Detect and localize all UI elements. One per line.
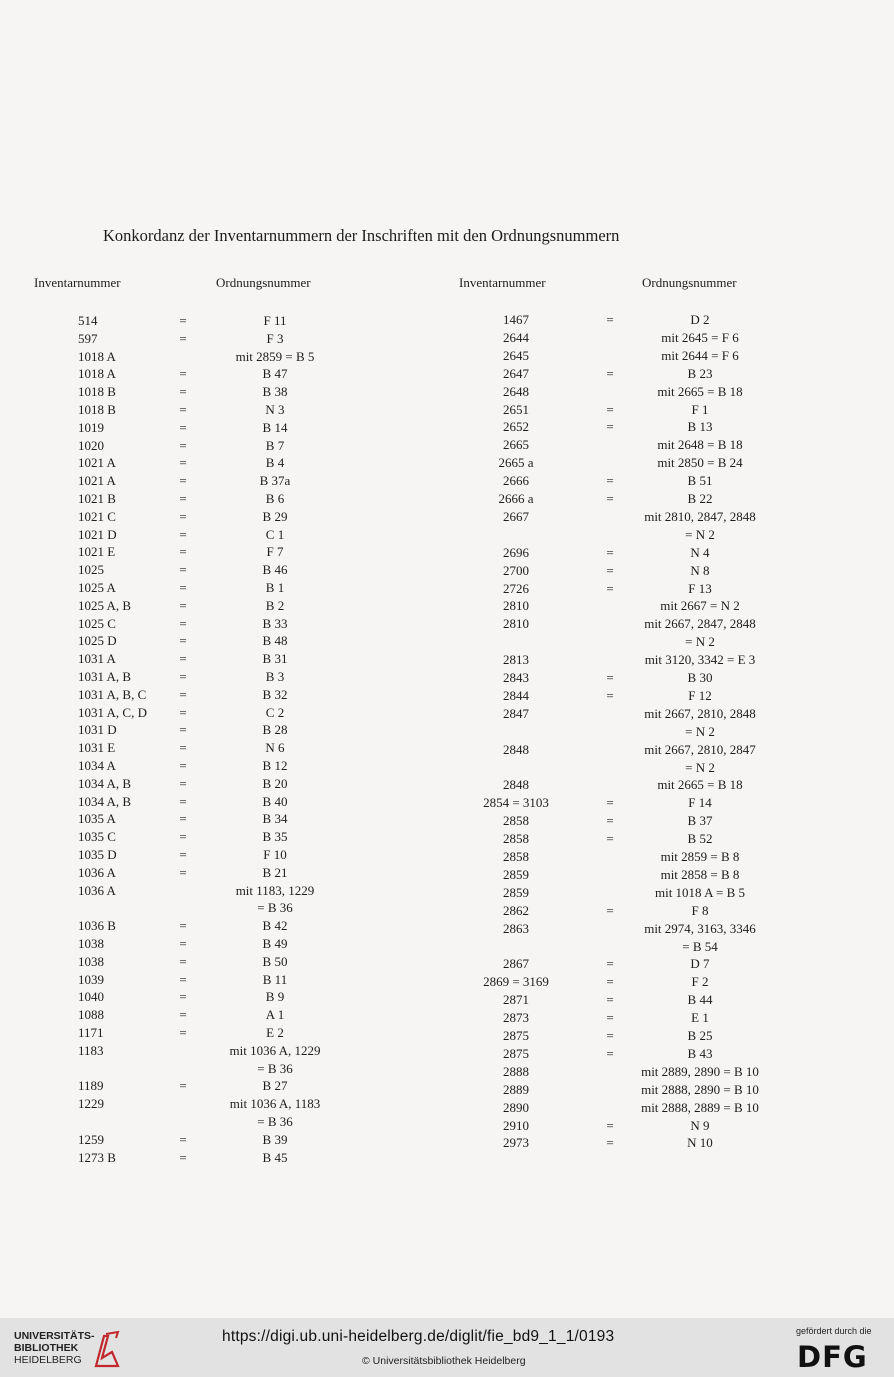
equals-sign: = xyxy=(606,1045,614,1061)
inventory-number: 2854 = 3103 xyxy=(483,795,549,811)
equals-sign: = xyxy=(179,419,187,435)
copyright-text: © Universitätsbibliothek Heidelberg xyxy=(362,1355,526,1367)
equals-sign: = xyxy=(606,687,614,703)
left-inv-header: Inventarnummer xyxy=(34,275,121,290)
order-number: mit 1018 A = B 5 xyxy=(654,884,746,900)
inventory-number: 1018 A xyxy=(78,366,116,382)
ub-logo-icon xyxy=(92,1330,122,1368)
order-number: B 6 xyxy=(265,491,285,506)
order-number: B 30 xyxy=(687,670,713,685)
equals-sign: = xyxy=(606,491,614,506)
order-number: B 47 xyxy=(262,366,288,382)
equals-sign: = xyxy=(179,562,187,578)
order-number: mit 2888, 2890 = B 10 xyxy=(641,1081,759,1097)
order-number: E 2 xyxy=(266,1025,284,1040)
equals-sign: = xyxy=(179,366,187,382)
order-number: mit 2667, 2810, 2848 xyxy=(644,705,756,721)
inventory-number: 2644 xyxy=(503,329,529,345)
equals-sign: = xyxy=(179,829,187,845)
order-number: mit 2888, 2889 = B 10 xyxy=(641,1099,759,1115)
inventory-number: 1021 E xyxy=(78,544,116,560)
inventory-number: 2859 xyxy=(503,866,529,882)
inventory-number: 1031 A, C, D xyxy=(78,704,147,720)
logo-line3: HEIDELBERG xyxy=(14,1354,82,1366)
order-number: B 45 xyxy=(262,1149,288,1165)
inventory-number: 1273 B xyxy=(78,1149,116,1165)
equals-sign: = xyxy=(179,473,187,489)
order-number: B 34 xyxy=(262,811,288,827)
inventory-number: 2696 xyxy=(503,544,529,560)
order-number: B 4 xyxy=(265,455,285,471)
equals-sign: = xyxy=(179,811,187,827)
order-number: = B 36 xyxy=(257,1114,293,1129)
equals-sign: = xyxy=(179,758,187,773)
inventory-number: 2858 xyxy=(503,849,529,864)
order-number: B 40 xyxy=(262,793,288,809)
equals-sign: = xyxy=(179,936,187,951)
order-number: mit 2850 = B 24 xyxy=(657,455,743,471)
inventory-number: 2862 xyxy=(503,902,529,918)
order-number: B 3 xyxy=(265,669,285,684)
order-number: F 10 xyxy=(263,847,287,862)
equals-sign: = xyxy=(179,704,187,720)
order-number: B 29 xyxy=(262,508,288,524)
order-number: = B 54 xyxy=(682,938,718,954)
equals-sign: = xyxy=(179,686,187,702)
inventory-number: 1036 A xyxy=(78,882,116,898)
equals-sign: = xyxy=(179,1078,187,1094)
inventory-number: 1019 xyxy=(78,419,104,435)
order-number: F 13 xyxy=(688,580,712,596)
equals-sign: = xyxy=(606,902,614,918)
inventory-number: 2648 xyxy=(503,383,529,399)
equals-sign: = xyxy=(606,831,614,847)
equals-sign: = xyxy=(179,330,187,346)
order-number: C 2 xyxy=(265,704,285,720)
equals-sign: = xyxy=(179,615,187,631)
ub-logo-text[interactable] xyxy=(14,1330,95,1366)
equals-sign: = xyxy=(179,1025,187,1040)
inventory-number: 2848 xyxy=(503,741,529,757)
inventory-number: 1020 xyxy=(78,437,104,453)
equals-sign: = xyxy=(179,1131,187,1147)
inventory-number: 1036 B xyxy=(78,918,116,934)
order-number: mit 2645 = F 6 xyxy=(661,329,739,345)
inventory-number: 2889 xyxy=(503,1081,529,1097)
inventory-number: 1035 C xyxy=(78,829,116,845)
order-number: B 20 xyxy=(262,775,288,791)
order-number: mit 2667 = N 2 xyxy=(660,598,740,614)
inventory-number: 1031 A, B, C xyxy=(78,686,147,702)
order-number: B 23 xyxy=(687,365,713,381)
order-number: B 49 xyxy=(262,936,288,951)
order-number: mit 1036 A, 1229 xyxy=(229,1042,321,1058)
inventory-number: 1018 A xyxy=(78,348,116,364)
inventory-number: 2666 a xyxy=(498,491,534,506)
order-number: D 2 xyxy=(690,312,710,327)
equals-sign: = xyxy=(179,580,187,595)
order-number: mit 2667, 2810, 2847 xyxy=(644,741,756,757)
order-number: N 4 xyxy=(690,544,710,560)
inventory-number: 2858 xyxy=(503,813,529,829)
inventory-number: 2890 xyxy=(503,1099,529,1115)
order-number: F 14 xyxy=(688,795,712,811)
equals-sign: = xyxy=(606,473,614,489)
inventory-number: 1035 D xyxy=(78,847,117,862)
left-ord-header: Ordnungsnummer xyxy=(216,275,311,290)
inventory-number: 2666 xyxy=(503,473,529,489)
equals-sign: = xyxy=(179,722,187,738)
right-inv-header: Inventarnummer xyxy=(459,275,546,290)
order-number: mit 2665 = B 18 xyxy=(657,383,743,399)
dfg-funding-note: gefördert durch die xyxy=(796,1326,872,1336)
order-number: B 11 xyxy=(262,971,288,987)
equals-sign: = xyxy=(606,419,614,435)
inventory-number: 2848 xyxy=(503,777,529,793)
equals-sign: = xyxy=(179,402,187,417)
equals-sign: = xyxy=(179,989,187,1005)
inventory-number: 2867 xyxy=(503,956,529,972)
dfg-logo[interactable]: DFG xyxy=(797,1340,868,1374)
page-title: Konkordanz der Inventarnummern der Inschriften mit den Ordnungsnummern xyxy=(103,226,620,245)
order-number: B 35 xyxy=(262,829,288,845)
logo-line2: BIBLIOTHEK xyxy=(14,1342,79,1354)
order-number: B 46 xyxy=(262,562,288,578)
order-number: F 3 xyxy=(266,330,284,346)
order-number: D 7 xyxy=(690,956,710,972)
inventory-number: 2813 xyxy=(503,652,529,668)
inventory-number: 1021 B xyxy=(78,491,116,506)
order-number: B 1 xyxy=(265,580,285,595)
inventory-number: 1025 C xyxy=(78,615,116,631)
equals-sign: = xyxy=(179,775,187,791)
order-number: F 7 xyxy=(266,544,284,560)
inventory-number: 2973 xyxy=(503,1135,529,1151)
inventory-number: 1467 xyxy=(503,312,529,327)
order-number: F 8 xyxy=(691,902,709,918)
order-number: mit 1183, 1229 xyxy=(235,882,315,898)
inventory-number: 2810 xyxy=(503,616,529,632)
equals-sign: = xyxy=(606,670,614,685)
equals-sign: = xyxy=(179,384,187,400)
inventory-number: 2844 xyxy=(503,687,529,703)
order-number: B 37 xyxy=(687,813,713,829)
equals-sign: = xyxy=(179,597,187,613)
order-number: B 38 xyxy=(262,384,288,400)
order-number: N 3 xyxy=(265,402,285,417)
inventory-number: 597 xyxy=(78,330,98,346)
order-number: B 27 xyxy=(262,1078,288,1094)
order-number: B 50 xyxy=(262,953,288,969)
logo-line1: UNIVERSITÄTS- xyxy=(14,1330,95,1342)
inventory-number: 2910 xyxy=(503,1117,529,1133)
inventory-number: 1259 xyxy=(78,1131,104,1147)
inventory-number: 2645 xyxy=(503,347,529,363)
inventory-number: 1018 B xyxy=(78,384,116,400)
equals-sign: = xyxy=(606,1135,614,1151)
equals-sign: = xyxy=(606,974,614,990)
inventory-number: 1021 C xyxy=(78,508,116,524)
order-number: B 52 xyxy=(687,831,713,847)
equals-sign: = xyxy=(179,864,187,880)
inventory-number: 1034 A, B xyxy=(78,775,132,791)
equals-sign: = xyxy=(179,455,187,471)
viewer-footer xyxy=(0,1318,894,1377)
order-number: C 1 xyxy=(265,526,285,542)
inventory-number: 1018 B xyxy=(78,402,116,417)
inventory-number: 1031 A, B xyxy=(78,669,132,684)
inventory-number: 2652 xyxy=(503,419,529,435)
order-number: B 32 xyxy=(262,686,288,702)
inventory-number: 2847 xyxy=(503,705,529,721)
order-number: mit 2665 = B 18 xyxy=(657,777,743,793)
inventory-number: 514 xyxy=(78,313,98,328)
inventory-number: 1025 A xyxy=(78,580,116,595)
equals-sign: = xyxy=(606,580,614,596)
inventory-number: 1040 xyxy=(78,989,104,1005)
inventory-number: 1038 xyxy=(78,936,104,951)
inventory-number: 1171 xyxy=(78,1025,104,1040)
order-number: B 51 xyxy=(687,473,713,489)
order-number: = N 2 xyxy=(685,634,715,650)
inventory-number: 1021 A xyxy=(78,473,116,489)
order-number: B 43 xyxy=(687,1045,713,1061)
inventory-number: 2665 xyxy=(503,437,529,453)
inventory-number: 1025 A, B xyxy=(78,597,132,613)
order-number: B 22 xyxy=(687,491,713,506)
order-number: B 2 xyxy=(265,597,285,613)
inventory-number: 1039 xyxy=(78,971,104,987)
order-number: = B 36 xyxy=(257,900,293,916)
equals-sign: = xyxy=(179,491,187,506)
inventory-number: 1031 A xyxy=(78,651,116,667)
equals-sign: = xyxy=(179,526,187,542)
order-number: B 13 xyxy=(687,419,713,435)
inventory-number: 1088 xyxy=(78,1007,104,1023)
inventory-number: 2651 xyxy=(503,401,529,417)
order-number: = N 2 xyxy=(685,759,715,775)
order-number: A 1 xyxy=(265,1007,285,1023)
order-number: mit 2858 = B 8 xyxy=(660,866,740,882)
order-number: mit 2974, 3163, 3346 xyxy=(644,920,756,936)
equals-sign: = xyxy=(606,1117,614,1133)
order-number: mit 2644 = F 6 xyxy=(661,347,739,363)
order-number: B 48 xyxy=(262,633,288,649)
inventory-number: 2863 xyxy=(503,920,529,936)
equals-sign: = xyxy=(179,793,187,809)
equals-sign: = xyxy=(606,401,614,417)
equals-sign: = xyxy=(179,651,187,667)
equals-sign: = xyxy=(606,956,614,972)
inventory-number: 2810 xyxy=(503,598,529,614)
order-number: F 11 xyxy=(263,313,287,328)
order-number: B 21 xyxy=(262,864,288,880)
equals-sign: = xyxy=(179,847,187,862)
inventory-number: 1034 A xyxy=(78,758,116,773)
equals-sign: = xyxy=(606,562,614,578)
order-number: = B 36 xyxy=(257,1060,293,1076)
order-number: N 6 xyxy=(265,740,285,756)
order-number: B 37a xyxy=(259,473,291,489)
inventory-number: 1036 A xyxy=(78,864,116,880)
inventory-number: 2859 xyxy=(503,884,529,900)
inventory-number: 1034 A, B xyxy=(78,793,132,809)
inventory-number: 2726 xyxy=(503,580,529,596)
order-number: B 28 xyxy=(262,722,288,738)
equals-sign: = xyxy=(606,1028,614,1043)
order-number: F 12 xyxy=(688,687,712,703)
inventory-number: 2647 xyxy=(503,365,529,381)
equals-sign: = xyxy=(179,971,187,987)
inventory-number: 2858 xyxy=(503,831,529,847)
inventory-number: 2873 xyxy=(503,1010,529,1026)
equals-sign: = xyxy=(179,1149,187,1165)
order-number: B 14 xyxy=(262,419,288,435)
order-number: B 25 xyxy=(687,1028,713,1043)
order-number: N 8 xyxy=(690,562,710,578)
order-number: B 44 xyxy=(687,992,713,1008)
inventory-number: 1031 E xyxy=(78,740,116,756)
equals-sign: = xyxy=(179,508,187,524)
right-ord-header: Ordnungsnummer xyxy=(642,275,737,290)
equals-sign: = xyxy=(606,992,614,1008)
inventory-number: 1025 D xyxy=(78,633,117,649)
inventory-number: 1183 xyxy=(78,1042,104,1058)
order-number: mit 2859 = B 5 xyxy=(235,348,315,364)
inventory-number: 1025 xyxy=(78,562,104,578)
order-number: B 33 xyxy=(262,615,288,631)
order-number: mit 2889, 2890 = B 10 xyxy=(641,1063,759,1079)
order-number: mit 2648 = B 18 xyxy=(657,437,743,453)
inventory-number: 1038 xyxy=(78,953,104,969)
order-number: mit 1036 A, 1183 xyxy=(229,1096,321,1112)
inventory-number: 1035 A xyxy=(78,811,116,827)
order-number: B 12 xyxy=(262,758,288,773)
inventory-number: 1031 D xyxy=(78,722,117,738)
order-number: B 31 xyxy=(262,651,288,667)
equals-sign: = xyxy=(179,313,187,328)
inventory-number: 1021 D xyxy=(78,526,117,542)
inventory-number: 2869 = 3169 xyxy=(483,974,549,990)
inventory-number: 2665 a xyxy=(498,455,534,471)
equals-sign: = xyxy=(179,437,187,453)
equals-sign: = xyxy=(179,1007,187,1023)
inventory-number: 1021 A xyxy=(78,455,116,471)
equals-sign: = xyxy=(179,740,187,756)
order-number: F 2 xyxy=(691,974,709,990)
order-number: B 7 xyxy=(265,437,285,453)
order-number: N 9 xyxy=(690,1117,710,1133)
inventory-number: 1189 xyxy=(78,1078,104,1094)
inventory-number: 2871 xyxy=(503,992,529,1008)
equals-sign: = xyxy=(179,669,187,684)
inventory-number: 2700 xyxy=(503,562,529,578)
equals-sign: = xyxy=(606,544,614,560)
equals-sign: = xyxy=(606,312,614,327)
order-number: = N 2 xyxy=(685,723,715,739)
order-number: B 42 xyxy=(262,918,288,934)
order-number: B 39 xyxy=(262,1131,288,1147)
equals-sign: = xyxy=(606,1010,614,1026)
order-number: mit 2859 = B 8 xyxy=(660,849,740,864)
order-number: F 1 xyxy=(691,401,709,417)
equals-sign: = xyxy=(179,918,187,934)
order-number: mit 2667, 2847, 2848 xyxy=(644,616,756,632)
equals-sign: = xyxy=(179,953,187,969)
equals-sign: = xyxy=(179,633,187,649)
inventory-number: 2875 xyxy=(503,1028,529,1043)
inventory-number: 2888 xyxy=(503,1063,529,1079)
inventory-number: 2667 xyxy=(503,508,529,524)
order-number: N 10 xyxy=(687,1135,713,1151)
equals-sign: = xyxy=(606,365,614,381)
equals-sign: = xyxy=(179,544,187,560)
order-number: = N 2 xyxy=(685,526,715,542)
equals-sign: = xyxy=(606,813,614,829)
inventory-number: 2843 xyxy=(503,670,529,685)
permalink-url[interactable]: https://digi.ub.uni-heidelberg.de/diglit/fie_bd9_1_1/0193 xyxy=(222,1328,615,1345)
order-number: mit 2810, 2847, 2848 xyxy=(644,508,756,524)
inventory-number: 2875 xyxy=(503,1045,529,1061)
inventory-number: 1229 xyxy=(78,1096,104,1112)
order-number: mit 3120, 3342 = E 3 xyxy=(644,652,756,668)
order-number: E 1 xyxy=(691,1010,709,1026)
order-number: B 9 xyxy=(265,989,285,1005)
equals-sign: = xyxy=(606,795,614,811)
